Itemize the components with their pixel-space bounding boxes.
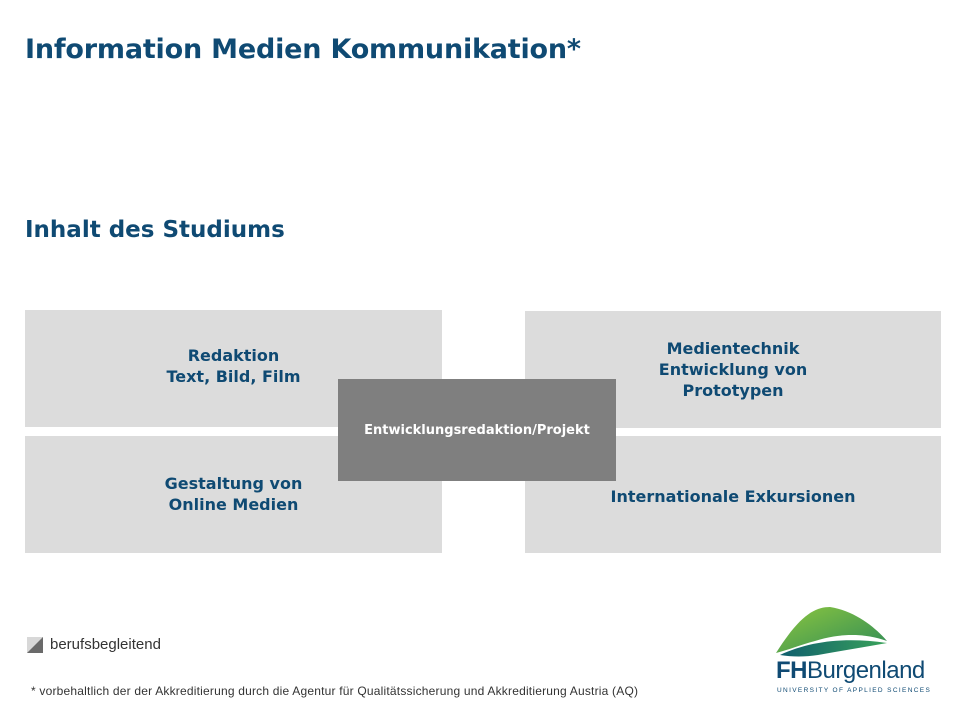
legend <box>27 636 161 653</box>
legend-label: berufsbegleitend <box>50 636 161 653</box>
logo-wordmark <box>776 657 925 685</box>
section-subtitle: Inhalt des Studiums <box>25 217 285 243</box>
logo-tagline: UNIVERSITY OF APPLIED SCIENCES <box>777 687 932 694</box>
logo-wordmark-bold: FH <box>776 657 807 684</box>
content-box-redaktion-label: Redaktion Text, Bild, Film <box>166 345 301 386</box>
content-box-gestaltung-label: Gestaltung von Online Medien <box>164 474 303 514</box>
footnote: * vorbehaltlich der der Akkreditierung durch die Agentur für Qualitätssicherung und Akkreditierung Austria (AQ) <box>31 684 639 698</box>
half-shaded-square-icon <box>27 637 43 653</box>
content-box-medientechnik-label: Medientechnik Entwicklung von Prototypen <box>658 339 808 400</box>
center-box-projekt <box>338 379 616 481</box>
logo-wordmark-rest: Burgenland <box>807 657 925 684</box>
page-title: Information Medien Kommunikation* <box>25 34 581 65</box>
content-box-exkursionen-label: Internationale Exkursionen <box>610 486 856 506</box>
center-box-label: Entwicklungsredaktion/Projekt <box>364 422 590 438</box>
